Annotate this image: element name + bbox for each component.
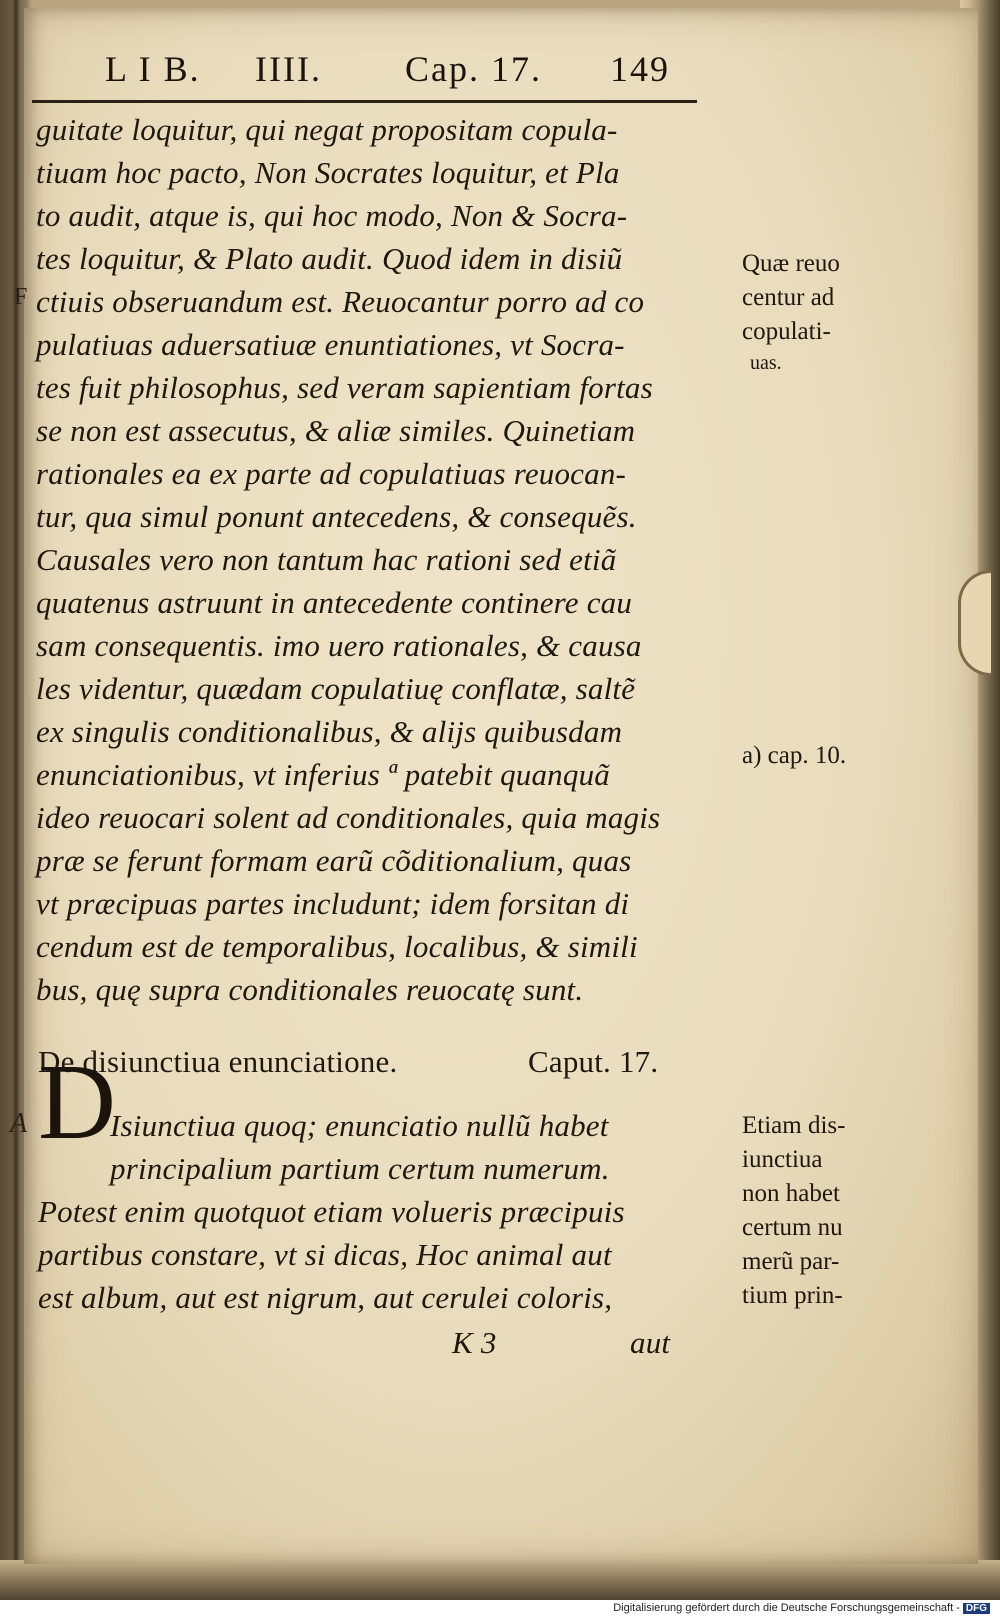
margin-line: Quæ reuo [742,250,840,277]
text-line: les videntur, quædam copulatiuę conflatæ, saltẽ [36,671,636,706]
text-line: bus, quę supra conditionales reuocatę sunt. [36,972,584,1007]
text-line: se non est assecutus, & aliæ similes. Quinetiam [36,413,636,448]
credit-text: Digitalisierung gefördert durch die Deutsche Forschungsgemeinschaft - [613,1602,960,1614]
header-chapter: Cap. 17. [405,49,542,89]
text-line: tur, qua simul ponunt antecedens, & consequẽs. [36,499,637,534]
page-tab-marker [958,570,991,676]
text-line: to audit, atque is, qui hoc modo, Non & Socra- [36,198,628,233]
text-line: rationales ea ex parte ad copulatiuas reuocan- [36,456,627,491]
dfg-logo: DFG [963,1603,990,1614]
margin-line: copulati- [742,318,831,345]
chapter-text-line: principalium partium certum numerum. [110,1151,610,1186]
section-mark-a: A [10,1108,28,1139]
chapter-text-line: est album, aut est nigrum, aut cerulei coloris, [38,1280,613,1315]
text-line: ctiuis obseruandum est. Reuocantur porro ad co [36,284,645,319]
text-line: cendum est de temporalibus, localibus, & simili [36,929,638,964]
page-number: 149 [610,49,670,89]
drop-capital: D [38,1043,116,1162]
margin-line: iunctiua [742,1146,823,1173]
margin-line: uas. [750,352,782,374]
margin-line: merũ par- [742,1248,840,1275]
chapter-text-line: Isiunctiua quoq; enunciatio nullũ habet [110,1108,609,1143]
chapter-number: Caput. 17. [528,1044,659,1079]
text-line: vt præcipuas partes includunt; idem forsitan di [36,886,630,921]
text-line: tiuam hoc pacto, Non Socrates loquitur, et Pla [36,155,620,190]
marginal-note-cap10: a) cap. 10. [742,742,847,769]
text-line: tes fuit philosophus, sed veram sapientiam fortas [36,370,653,405]
text-line: Causales vero non tantum hac rationi sed etiã [36,542,617,577]
signature-mark: K 3 [452,1325,497,1360]
chapter-text-line: partibus constare, vt si dicas, Hoc animal aut [38,1237,612,1272]
section-mark-f: F [14,284,28,310]
text-line: guitate loquitur, qui negat propositam copula- [36,112,618,147]
running-head [105,48,695,98]
header-rule [32,100,697,103]
chapter-text-line: Potest enim quotquot etiam volueris præcipuis [38,1194,625,1229]
margin-line: non habet [742,1180,840,1207]
margin-line: centur ad [742,284,835,311]
catchword: aut [630,1325,671,1360]
text-line: pulatiuas aduersatiuæ enuntiationes, vt Socra- [36,327,625,362]
chapter-title: De disiunctiua enunciatione. [38,1044,398,1079]
text-line: præ se ferunt formam earũ cõditionalium, quas [36,843,632,878]
scan-edge-bottom [0,1560,1000,1600]
text-line: tes loquitur, & Plato audit. Quod idem in disiũ [36,241,623,276]
header-book-number: IIII. [255,49,322,89]
text-line: quatenus astruunt in antecedente continere cau [36,585,633,620]
margin-line: Etiam dis- [742,1112,846,1139]
text-line: enunciationibus, vt inferius ª patebit quanquã [36,757,610,792]
text-line: ideo reuocari solent ad conditionales, quia magis [36,800,661,835]
margin-line: certum nu [742,1214,843,1241]
text-line: sam consequentis. imo uero rationales, & causa [36,628,642,663]
header-book: L I B. [105,49,201,89]
text-line: ex singulis conditionalibus, & alijs quibusdam [36,714,623,749]
margin-line: tium prin- [742,1282,843,1309]
digitization-credit [500,1602,990,1622]
